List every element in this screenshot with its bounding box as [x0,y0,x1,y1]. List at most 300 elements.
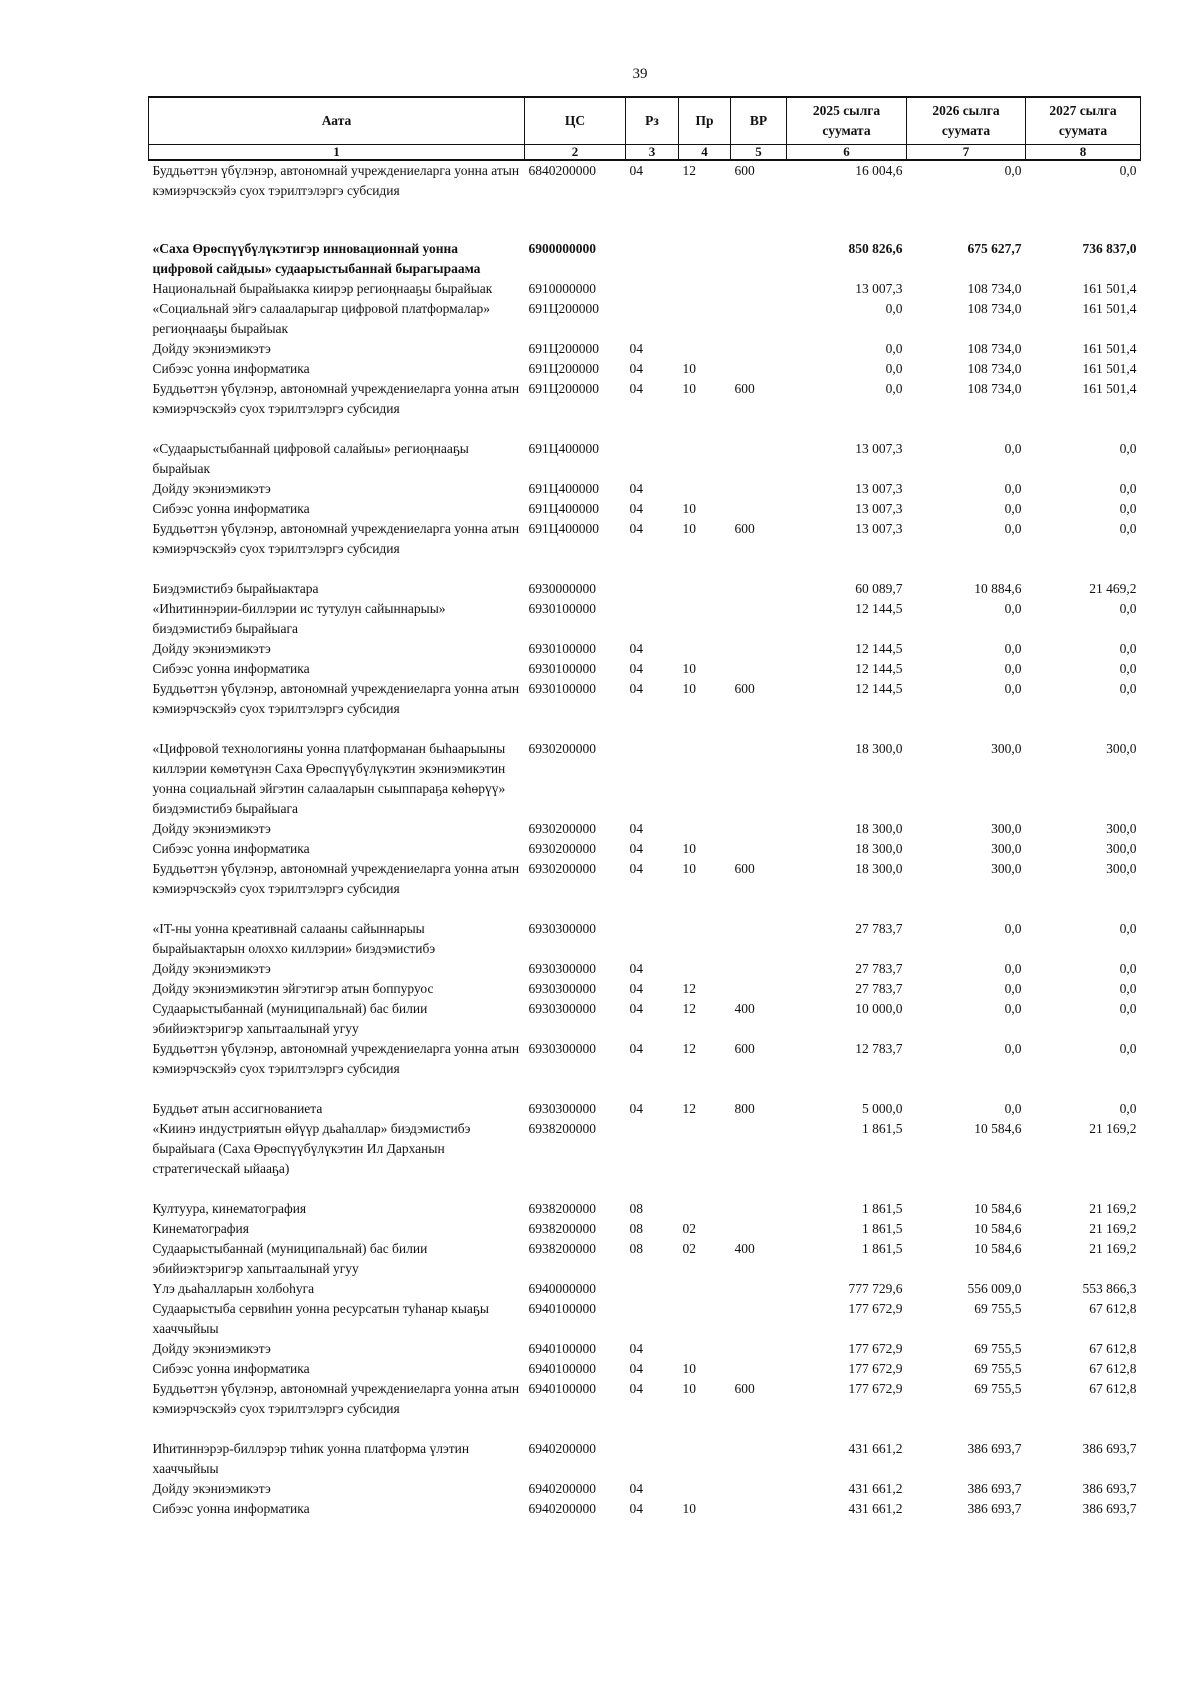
row-rz: 04 [629,1381,643,1396]
row-2026: 300,0 [991,861,1022,876]
row-vr [731,739,787,819]
row-name: Үлэ дьаһалларын холбоһуга [152,1281,315,1296]
row-cs: 691Ц400000 [528,481,599,496]
row-2027: 300,0 [1106,821,1137,836]
spacer-cell [149,899,1141,919]
table-row [149,1239,1141,1279]
row-pr: 12 [682,1001,696,1016]
row-vr [731,1119,787,1179]
table-row [149,1359,1141,1379]
row-2027: 300,0 [1106,861,1137,876]
row-2026: 10 584,6 [974,1121,1022,1136]
row-pr [679,959,731,979]
row-2027: 386 693,7 [1082,1481,1137,1496]
row-rz: 04 [629,163,643,178]
row-2026: 10 884,6 [974,581,1022,596]
row-name: Буддьөттэн үбүлэнэр, автономнай учреждениеларга уонна атын кэмиэрчэскэйэ суох тэрилтэлэргэ субсидия [152,861,520,896]
row-pr [679,1199,731,1219]
row-name: Судаарыстыбаннай (муниципальнай) бас билии эбийиэктэригэр хапытаалынай угуу [152,1001,428,1036]
row-name: Буддьөт атын ассигнованиета [152,1101,323,1116]
row-name: Иһитиннэрэр-биллэрэр тиһик уонна платформа үлэтин хааччыйыы [152,1441,470,1476]
row-2025: 16 004,6 [855,163,903,178]
row-rz: 04 [629,361,643,376]
row-2026: 0,0 [1004,681,1022,696]
row-spacer [149,419,1141,439]
row-2026: 675 627,7 [967,241,1022,256]
row-2026: 300,0 [991,821,1022,836]
row-2025: 18 300,0 [855,741,903,756]
header-pr: Пр [679,97,731,145]
row-2025: 12 144,5 [855,601,903,616]
column-number-row [149,145,1141,161]
row-2027: 161 501,4 [1082,281,1137,296]
row-cs: 691Ц200000 [528,361,599,376]
row-vr [731,1479,787,1499]
row-vr [731,439,787,479]
row-2027: 0,0 [1119,601,1137,616]
row-2026: 0,0 [1004,501,1022,516]
table-row [149,1099,1141,1119]
column-number: 3 [626,145,679,161]
row-name: Судаарыстыба сервиһин уонна ресурсатын туһанар кыаҕы хааччыйыы [152,1301,489,1336]
row-pr [679,439,731,479]
row-2027: 0,0 [1119,1041,1137,1056]
row-2027: 21 169,2 [1089,1201,1137,1216]
row-2027: 0,0 [1119,681,1137,696]
row-2025: 1 861,5 [862,1201,903,1216]
spacer-cell [149,1079,1141,1099]
row-name: Култуура, кинематография [152,1201,307,1216]
row-2026: 108 734,0 [967,301,1022,316]
row-rz: 04 [629,981,643,996]
row-cs: 6940200000 [528,1501,596,1516]
row-2026: 0,0 [1004,921,1022,936]
header-2025: 2025 сылга суумата [787,97,907,145]
row-2027: 21 169,2 [1089,1241,1137,1256]
budget-table [148,96,1141,1519]
row-2027: 0,0 [1119,641,1137,656]
row-vr [731,599,787,639]
row-2026: 300,0 [991,841,1022,856]
row-cs: 6930300000 [528,921,596,936]
row-2027: 0,0 [1119,163,1137,178]
row-vr: 600 [734,381,755,396]
row-vr [731,1299,787,1339]
row-2027: 67 612,8 [1089,1341,1137,1356]
row-rz: 04 [629,821,643,836]
row-rz: 08 [629,1201,643,1216]
row-rz: 04 [629,1341,643,1356]
row-vr [731,339,787,359]
table-row [149,1299,1141,1339]
row-spacer [149,719,1141,739]
row-pr: 12 [682,981,696,996]
row-cs: 6940100000 [528,1361,596,1376]
header-2026: 2026 сылга суумата [907,97,1026,145]
row-spacer [149,1079,1141,1099]
row-spacer [149,1179,1141,1199]
row-2026: 69 755,5 [974,1301,1022,1316]
row-cs: 6930300000 [528,1041,596,1056]
row-vr [731,279,787,299]
row-2026: 0,0 [1004,1001,1022,1016]
row-cs: 691Ц200000 [528,381,599,396]
row-2025: 13 007,3 [855,521,903,536]
row-2025: 0,0 [885,361,903,376]
row-rz [626,579,679,599]
row-pr: 10 [682,1361,696,1376]
row-pr [679,279,731,299]
row-cs: 6930100000 [528,641,596,656]
row-2027: 67 612,8 [1089,1361,1137,1376]
row-2027: 161 501,4 [1082,341,1137,356]
row-2025: 850 826,6 [848,241,903,256]
spacer-cell [149,1419,1141,1439]
table-row [149,1219,1141,1239]
row-cs: 6930200000 [528,841,596,856]
row-rz: 04 [629,341,643,356]
row-2026: 69 755,5 [974,1341,1022,1356]
row-rz: 04 [629,961,643,976]
row-2027: 0,0 [1119,441,1137,456]
row-rz [626,599,679,639]
row-rz [626,739,679,819]
row-cs: 6940100000 [528,1301,596,1316]
table-row [149,739,1141,819]
row-vr: 600 [734,1041,755,1056]
row-2026: 300,0 [991,741,1022,756]
row-pr [679,1339,731,1359]
row-vr: 600 [734,681,755,696]
row-2025: 1 861,5 [862,1241,903,1256]
row-name: Дойду экэниэмикэтэ [152,1341,271,1356]
row-2027: 553 866,3 [1082,1281,1137,1296]
row-pr: 12 [682,1101,696,1116]
row-name: Буддьөттэн үбүлэнэр, автономнай учреждениеларга уонна атын кэмиэрчэскэйэ суох тэрилтэлэргэ субсидия [152,521,520,556]
row-rz [626,439,679,479]
row-pr: 10 [682,521,696,536]
row-name: Кинематография [152,1221,249,1236]
row-name: Сибээс уонна информатика [152,361,310,376]
row-pr [679,919,731,959]
row-2026: 69 755,5 [974,1381,1022,1396]
row-vr: 600 [734,521,755,536]
column-number: 7 [907,145,1026,161]
row-vr: 400 [734,1241,755,1256]
row-rz: 04 [629,681,643,696]
row-2025: 27 783,7 [855,981,903,996]
row-vr [731,1279,787,1299]
spacer-cell [149,1179,1141,1199]
row-name: Сибээс уонна информатика [152,501,310,516]
row-2025: 13 007,3 [855,481,903,496]
row-cs: 6940200000 [528,1441,596,1456]
row-vr [731,239,787,279]
row-2027: 21 169,2 [1089,1121,1137,1136]
row-vr [731,1439,787,1479]
row-name: Дойду экэниэмикэтэ [152,1481,271,1496]
row-vr [731,1199,787,1219]
row-rz: 04 [629,661,643,676]
header-row [149,97,1141,145]
row-2026: 386 693,7 [967,1481,1022,1496]
row-vr: 600 [734,163,755,178]
row-2025: 10 000,0 [855,1001,903,1016]
table-row [149,819,1141,839]
row-cs: 691Ц400000 [528,521,599,536]
row-name: Национальнай бырайыакка киирэр региоңнааҕы бырайыак [152,281,493,296]
row-pr: 10 [682,1381,696,1396]
table-row [149,439,1141,479]
table-row [149,1199,1141,1219]
row-2027: 0,0 [1119,521,1137,536]
row-2025: 18 300,0 [855,861,903,876]
row-2025: 5 000,0 [862,1101,903,1116]
column-number: 1 [149,145,525,161]
row-name: Сибээс уонна информатика [152,661,310,676]
row-vr [731,659,787,679]
row-cs: 6938200000 [528,1121,596,1136]
row-pr [679,1479,731,1499]
row-name: Сибээс уонна информатика [152,841,310,856]
row-rz: 04 [629,501,643,516]
row-name: Дойду экэниэмикэтэ [152,341,271,356]
row-rz [626,279,679,299]
row-rz: 04 [629,641,643,656]
row-name: «Киинэ индустриятын өйүүр дьаһаллар» биэдэмистибэ бырайыага (Саха Өрөспүүбүлүкэтин Ил Дарханын стратегическай ыйааҕа) [152,1121,471,1176]
row-2025: 0,0 [885,381,903,396]
row-vr [731,1219,787,1239]
row-rz: 04 [629,861,643,876]
table-row [149,919,1141,959]
row-2027: 386 693,7 [1082,1441,1137,1456]
row-2027: 0,0 [1119,981,1137,996]
row-2025: 18 300,0 [855,841,903,856]
row-pr [679,1299,731,1339]
row-2025: 18 300,0 [855,821,903,836]
table-row [149,679,1141,719]
row-2025: 13 007,3 [855,281,903,296]
row-cs: 6930100000 [528,601,596,616]
row-2027: 67 612,8 [1089,1381,1137,1396]
row-vr [731,479,787,499]
row-2027: 161 501,4 [1082,361,1137,376]
row-pr [679,299,731,339]
row-cs: 6930100000 [528,661,596,676]
row-vr [731,959,787,979]
row-2025: 0,0 [885,301,903,316]
row-2025: 177 672,9 [848,1301,903,1316]
row-name: «Саха Өрөспүүбүлүкэтигэр инновационнай уонна цифровой сайдыы» судаарыстыбаннай бырагыраама [152,241,481,276]
row-rz: 08 [629,1241,643,1256]
row-2027: 0,0 [1119,1101,1137,1116]
row-cs: 691Ц400000 [528,501,599,516]
row-pr [679,479,731,499]
header-cs: ЦС [525,97,626,145]
row-cs: 6840200000 [528,163,596,178]
row-cs: 6930200000 [528,741,596,756]
row-cs: 6900000000 [528,241,596,256]
row-pr [679,239,731,279]
row-name: Дойду экэниэмикэтэ [152,961,271,976]
row-rz: 08 [629,1221,643,1236]
row-2026: 0,0 [1004,1041,1022,1056]
row-cs: 691Ц400000 [528,441,599,456]
row-vr [731,1499,787,1519]
row-name: Буддьөттэн үбүлэнэр, автономнай учреждениеларга уонна атын кэмиэрчэскэйэ суох тэрилтэлэргэ субсидия [152,681,520,716]
row-2026: 0,0 [1004,1101,1022,1116]
row-cs: 6940000000 [528,1281,596,1296]
table-row [149,1119,1141,1179]
row-name: Биэдэмистибэ бырайыактара [152,581,319,596]
row-name: Буддьөттэн үбүлэнэр, автономнай учреждениеларга уонна атын кэмиэрчэскэйэ суох тэрилтэлэргэ субсидия [152,381,520,416]
row-cs: 6930300000 [528,981,596,996]
table-row [149,1339,1141,1359]
row-rz [626,1279,679,1299]
row-vr [731,639,787,659]
row-name: Судаарыстыбаннай (муниципальнай) бас билии эбийиэктэригэр хапытаалынай угуу [152,1241,428,1276]
table-row [149,339,1141,359]
row-name: Дойду экэниэмикэтэ [152,641,271,656]
row-pr: 10 [682,1501,696,1516]
table-row [149,1439,1141,1479]
row-pr: 10 [682,861,696,876]
table-row [149,299,1141,339]
page-number: 39 [632,66,648,82]
row-cs: 6940200000 [528,1481,596,1496]
table-row [149,160,1141,201]
row-2027: 0,0 [1119,1001,1137,1016]
row-2026: 0,0 [1004,441,1022,456]
row-2025: 177 672,9 [848,1341,903,1356]
row-rz [626,1119,679,1179]
row-cs: 6930200000 [528,861,596,876]
row-vr [731,839,787,859]
spacer-cell [149,719,1141,739]
row-pr [679,339,731,359]
row-rz [626,919,679,959]
row-2026: 0,0 [1004,981,1022,996]
row-rz: 04 [629,521,643,536]
table-row [149,599,1141,639]
row-2025: 431 661,2 [848,1441,903,1456]
row-name: Буддьөттэн үбүлэнэр, автономнай учреждениеларга уонна атын кэмиэрчэскэйэ суох тэрилтэлэргэ субсидия [152,163,520,198]
row-2025: 27 783,7 [855,961,903,976]
row-2025: 12 144,5 [855,661,903,676]
row-2025: 1 861,5 [862,1121,903,1136]
row-2026: 0,0 [1004,601,1022,616]
row-pr [679,599,731,639]
table-row [149,1499,1141,1519]
table-row [149,379,1141,419]
row-vr [731,919,787,959]
row-2027: 161 501,4 [1082,381,1137,396]
row-2026: 108 734,0 [967,281,1022,296]
row-cs: 6940100000 [528,1341,596,1356]
row-spacer [149,559,1141,579]
row-vr: 600 [734,1381,755,1396]
row-2026: 0,0 [1004,481,1022,496]
row-2027: 0,0 [1119,921,1137,936]
table-row [149,999,1141,1039]
row-rz [626,1439,679,1479]
row-2025: 1 861,5 [862,1221,903,1236]
table-row [149,659,1141,679]
row-pr: 02 [682,1241,696,1256]
row-cs: 6930300000 [528,961,596,976]
row-rz: 04 [629,481,643,496]
row-cs: 6940100000 [528,1381,596,1396]
row-pr: 12 [682,163,696,178]
row-vr [731,1339,787,1359]
row-2027: 21 169,2 [1089,1221,1137,1236]
row-pr: 10 [682,681,696,696]
row-name: Сибээс уонна информатика [152,1361,310,1376]
table-row [149,1379,1141,1419]
column-number: 4 [679,145,731,161]
row-2027: 161 501,4 [1082,301,1137,316]
row-cs: 6930300000 [528,1101,596,1116]
column-number: 5 [731,145,787,161]
row-name: «Судаарыстыбаннай цифровой салайыы» региоңнааҕы бырайыак [152,441,469,476]
table-row [149,479,1141,499]
table-row [149,579,1141,599]
row-cs: 691Ц200000 [528,301,599,316]
row-2026: 386 693,7 [967,1501,1022,1516]
spacer-cell [149,201,1141,239]
row-pr [679,739,731,819]
row-rz: 04 [629,1041,643,1056]
row-rz: 04 [629,1001,643,1016]
table-row [149,839,1141,859]
row-2025: 13 007,3 [855,441,903,456]
row-2026: 108 734,0 [967,361,1022,376]
header-rz: Рз [626,97,679,145]
row-pr: 10 [682,661,696,676]
row-2025: 12 783,7 [855,1041,903,1056]
row-2027: 736 837,0 [1082,241,1137,256]
header-name: Аата [149,97,525,145]
row-2027: 0,0 [1119,661,1137,676]
row-2025: 777 729,6 [848,1281,903,1296]
table-row [149,979,1141,999]
row-2026: 108 734,0 [967,341,1022,356]
row-2026: 10 584,6 [974,1221,1022,1236]
row-name: Дойду экэниэмикэтин эйгэтигэр атын боппуруос [152,981,434,996]
spacer-cell [149,559,1141,579]
row-rz: 04 [629,1481,643,1496]
row-spacer [149,1419,1141,1439]
row-2025: 27 783,7 [855,921,903,936]
row-2025: 0,0 [885,341,903,356]
row-cs: 6938200000 [528,1201,596,1216]
row-name: Сибээс уонна информатика [152,1501,310,1516]
row-2026: 556 009,0 [967,1281,1022,1296]
row-cs: 6938200000 [528,1221,596,1236]
table-row [149,359,1141,379]
row-2025: 12 144,5 [855,641,903,656]
row-vr: 600 [734,861,755,876]
row-pr: 10 [682,501,696,516]
row-vr [731,499,787,519]
row-pr: 02 [682,1221,696,1236]
row-pr [679,1279,731,1299]
row-vr [731,979,787,999]
row-rz: 04 [629,841,643,856]
table-row [149,639,1141,659]
row-vr [731,1359,787,1379]
row-2026: 69 755,5 [974,1361,1022,1376]
